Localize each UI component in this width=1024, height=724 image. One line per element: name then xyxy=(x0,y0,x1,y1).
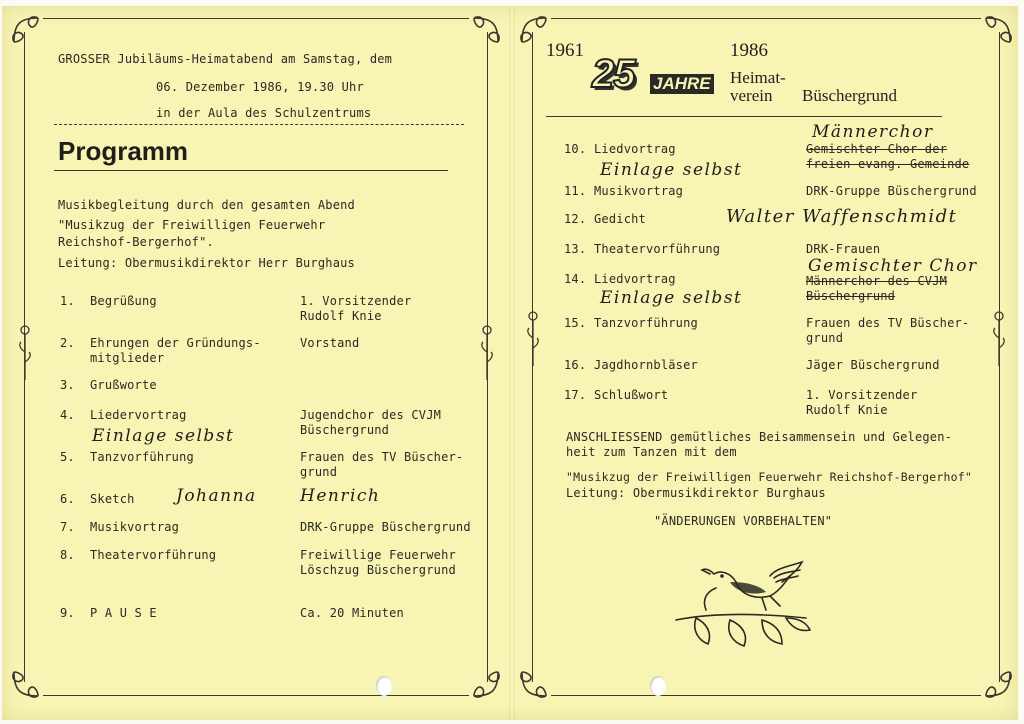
left-page xyxy=(8,12,504,702)
item-performer: Vorstand xyxy=(300,336,360,350)
item-number: 2. xyxy=(60,336,75,350)
item-title: Jagdhornbläser xyxy=(594,358,698,372)
item-number: 17. xyxy=(564,388,587,402)
item-number: 14. xyxy=(564,272,587,286)
item-performer: Freiwillige Feuerwehr xyxy=(300,548,456,562)
corner-ornament-icon xyxy=(516,12,550,46)
intro-line-4: Leitung: Obermusikdirektor Herr Burghaus xyxy=(58,256,355,270)
item-title: Sketch xyxy=(90,492,135,506)
item-title-line-2: mitglieder xyxy=(90,351,165,365)
dashed-divider xyxy=(54,124,464,125)
item-title: Liedervortrag xyxy=(90,408,187,422)
item-performer-struck: Gemischter Chor der xyxy=(806,142,948,156)
item-title: Liedvortrag xyxy=(594,272,676,286)
item-performer: 1. Vorsitzender xyxy=(806,388,918,402)
item-title: Ehrungen der Gründungs- xyxy=(90,336,261,350)
intro-line-2: "Musikzug der Freiwilligen Feuerwehr xyxy=(58,218,326,232)
item-performer: Frauen des TV Büscher- xyxy=(806,316,970,330)
handwritten-last-name: Henrich xyxy=(300,486,381,506)
item-title: Begrüßung xyxy=(90,294,157,308)
item-title: Theatervorführung xyxy=(594,242,721,256)
logo-heimat: Heimat- xyxy=(730,68,786,87)
item-title: Liedvortrag xyxy=(594,142,676,156)
item-number: 12. xyxy=(564,212,587,226)
item-title: Tanzvorführung xyxy=(90,450,194,464)
intro-line-1: Musikbegleitung durch den gesamten Abend xyxy=(58,198,355,212)
item-performer-line-2-struck: Büschergrund xyxy=(806,289,896,303)
item-performer: Jäger Büschergrund xyxy=(806,358,940,372)
logo-verein: verein xyxy=(730,86,773,105)
item-title: Schlußwort xyxy=(594,388,669,402)
item-performer-line-2-struck: freien evang. Gemeinde xyxy=(806,157,970,171)
flower-ornament-icon xyxy=(991,308,1007,368)
corner-ornament-icon xyxy=(8,12,42,46)
logo-25: 25 xyxy=(592,52,635,96)
item-number: 6. xyxy=(60,492,75,506)
handwritten-replacement: Männerchor xyxy=(812,122,934,142)
item-performer: Frauen des TV Büscher- xyxy=(300,450,464,464)
item-number: 11. xyxy=(564,184,587,198)
handwritten-name: Walter Waffenschmidt xyxy=(726,206,958,227)
item-performer: Jugendchor des CVJM xyxy=(300,408,442,422)
closing-line-3: "Musikzug der Freiwilligen Feuerwehr Reichshof-Bergerhof" xyxy=(566,470,973,484)
closing-line-1: ANSCHLIESSEND gemütliches Beisammensein und Gelegen- xyxy=(566,430,953,444)
handwritten-note: Einlage selbst xyxy=(600,160,743,180)
handwritten-first-name: Johanna xyxy=(176,486,257,506)
item-performer: DRK-Gruppe Büschergrund xyxy=(300,520,471,534)
header-line-3: in der Aula des Schulzentrums xyxy=(156,106,372,120)
flower-ornament-icon xyxy=(479,322,495,382)
item-performer-struck: Männerchor des CVJM xyxy=(806,274,948,288)
closing-line-2: heit zum Tanzen mit dem xyxy=(566,445,737,459)
corner-ornament-icon xyxy=(470,668,504,702)
item-performer-line-2: Rudolf Knie xyxy=(300,309,382,323)
item-performer: DRK-Gruppe Büschergrund xyxy=(806,184,977,198)
item-number: 5. xyxy=(60,450,75,464)
handwritten-note: Einlage selbst xyxy=(92,426,235,446)
corner-ornament-icon xyxy=(8,668,42,702)
item-performer-line-2: Büschergrund xyxy=(300,423,390,437)
right-page xyxy=(516,12,1016,702)
item-number: 10. xyxy=(564,142,587,156)
corner-ornament-icon xyxy=(470,12,504,46)
flower-ornament-icon xyxy=(17,322,33,382)
corner-ornament-icon xyxy=(516,668,550,702)
logo-year-end: 1986 xyxy=(730,40,768,61)
item-number: 9. xyxy=(60,606,75,620)
center-fold xyxy=(509,6,515,720)
punch-hole xyxy=(376,676,392,696)
item-performer: 1. Vorsitzender xyxy=(300,294,412,308)
bird-illustration-icon xyxy=(666,548,816,652)
item-number: 1. xyxy=(60,294,75,308)
page-title: Programm xyxy=(58,136,189,166)
item-performer-line-2: Löschzug Büschergrund xyxy=(300,563,456,577)
logo-jahre: JAHRE xyxy=(650,74,714,94)
corner-ornament-icon xyxy=(982,668,1016,702)
item-performer-line-2: Rudolf Knie xyxy=(806,403,888,417)
header-line-1: GROSSER Jubiläums-Heimatabend am Samstag, dem xyxy=(58,52,393,66)
item-title: Musikvortrag xyxy=(594,184,684,198)
item-number: 7. xyxy=(60,520,75,534)
item-title: P A U S E xyxy=(90,606,157,620)
header-line-2: 06. Dezember 1986, 19.30 Uhr xyxy=(156,80,364,94)
punch-hole xyxy=(650,676,666,696)
logo-place: Büschergrund xyxy=(802,86,898,105)
item-title: Tanzvorführung xyxy=(594,316,698,330)
title-underline xyxy=(54,170,448,171)
item-performer-line-2: grund xyxy=(300,465,338,479)
item-number: 3. xyxy=(60,378,75,392)
corner-ornament-icon xyxy=(982,12,1016,46)
logo-underline xyxy=(546,116,942,117)
item-number: 13. xyxy=(564,242,587,256)
item-performer-line-2: grund xyxy=(806,331,844,345)
item-number: 16. xyxy=(564,358,587,372)
item-performer: Ca. 20 Minuten xyxy=(300,606,404,620)
intro-line-3: Reichshof-Bergerhof". xyxy=(58,235,214,249)
item-number: 15. xyxy=(564,316,587,330)
handwritten-replacement: Gemischter Chor xyxy=(808,256,978,276)
item-number: 4. xyxy=(60,408,75,422)
item-title: Gedicht xyxy=(594,212,646,226)
item-title: Grußworte xyxy=(90,378,157,392)
item-title: Theatervorführung xyxy=(90,548,217,562)
item-performer: DRK-Frauen xyxy=(806,242,881,256)
item-title: Musikvortrag xyxy=(90,520,180,534)
handwritten-note: Einlage selbst xyxy=(600,288,743,308)
logo-year-start: 1961 xyxy=(546,40,584,61)
closing-notice: "ÄNDERUNGEN VORBEHALTEN" xyxy=(654,514,833,528)
flower-ornament-icon xyxy=(525,308,541,368)
item-number: 8. xyxy=(60,548,75,562)
closing-line-4: Leitung: Obermusikdirektor Burghaus xyxy=(566,486,826,500)
